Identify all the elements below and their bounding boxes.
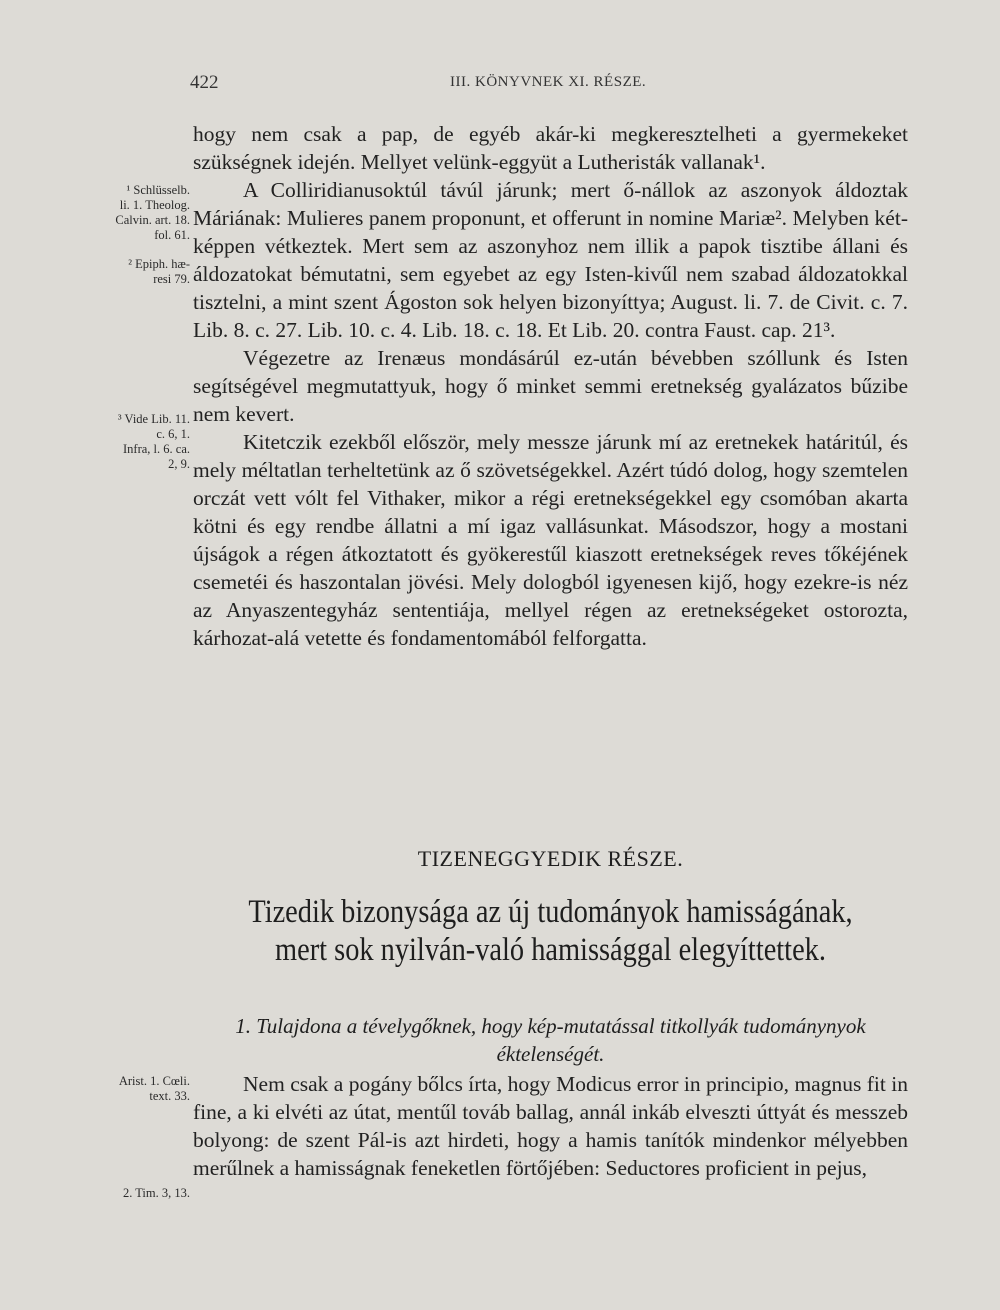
margin-note: Arist. 1. Cœli. bbox=[118, 1074, 190, 1088]
marginal-notes-top bbox=[78, 183, 190, 287]
chapter-title bbox=[243, 893, 858, 969]
margin-note: Infra, l. 6. ca. bbox=[123, 442, 190, 456]
section-subtitle: 1. Tulajdona a tévelygőknek, hogy kép-mutatással titkollyák tudománynyok éktelenségét. bbox=[235, 1014, 866, 1066]
margin-note: 2. Tim. 3, 13. bbox=[122, 1186, 190, 1200]
chapter-title-line: Tizedik bizonysága az új tudományok hamisságának, bbox=[248, 894, 853, 930]
running-title: III. KÖNYVNEK XI. RÉSZE. bbox=[450, 74, 647, 90]
margin-note: ¹ Schlüsselb. bbox=[126, 183, 190, 197]
marginal-notes-mid bbox=[78, 412, 190, 472]
paragraph-5: Nem csak a pogány bőlcs írta, hogy Modicus error in principio, magnus fit in fine, a ki elvéti az útat, mentűl továb ballag, annál inkáb elveszti úttyát és messzeb bolyong: de szent Pál-is azt hirdeti, hogy a hamis tanítók mindenkor mélyebben merűlnek a hamisságnak feneketlen förtőjében: Seductores proficient in pejus, bbox=[193, 1072, 908, 1180]
paragraph-4: Kitetczik ezekből először, mely messze járunk mí az eretnekek határitúl, és mely méltatlan terheltetünk az ő szövetségekkel. Azért túdó dolog, hogy szemtelen orczát vett vólt fel Vithaker, mikor a régi eretnekségekkel egy csomóban akarta kötni és egy rendbe állatni a mí igaz vallásunkat. Másodszor, hogy a mostani újságok a régen átkoztatott és gyökerestűl kiaszott eretnekségek reves tőkéjének csemetéi és haszontalan jövési. Mely dologból igyenesen kijő, hogy ezekre-is néz az Anyaszentegyház sententiája, mellyel régen az eretnekségeket ostorozta, kárhozat-alá vetette és fondamentomából felforgatta. bbox=[193, 430, 908, 650]
margin-note: resi 79. bbox=[153, 272, 190, 286]
marginal-notes-bottom bbox=[78, 1074, 190, 1104]
paragraph-2: A Colliridianusoktúl távúl járunk; mert ő-nállok az aszonyok áldoztak Máriának: Mulieres panem proponunt, et offerunt in nomine Mariæ². Melyben két-képpen vétkeztek. Mert sem az aszonyhoz nem illik a papok tisztibe állani és áldozatokat bémutatni, sem egyebet az egy Isten-kivűl nem szabad áldozatokkal tisztelni, a mint szent Ágoston sok helyen bizonyíttya; August. li. 7. de Civit. c. 7. Lib. 8. c. 27. Lib. 10. c. 4. Lib. 18. c. 18. Et Lib. 20. contra Faust. cap. 21³. bbox=[193, 178, 908, 342]
margin-note: ² Epiph. hæ- bbox=[128, 257, 190, 271]
main-text-section2 bbox=[193, 1070, 908, 1182]
margin-note: Calvin. art. 18. bbox=[115, 213, 190, 227]
margin-note: ³ Vide Lib. 11. bbox=[117, 412, 190, 426]
page-number: 422 bbox=[190, 72, 219, 93]
margin-note: li. 1. Theolog. bbox=[119, 198, 190, 212]
margin-note: 2, 9. bbox=[168, 457, 190, 471]
main-text-section1 bbox=[193, 120, 908, 652]
margin-note: c. 6, 1. bbox=[156, 427, 190, 441]
paragraph-3: Végezetre az Irenæus mondásárúl ez-után bévebben szóllunk és Isten segítségével megmutattyuk, hogy ő minket semmi eretnekség gyalázatos bűzibe nem kevert. bbox=[193, 346, 908, 426]
running-header bbox=[190, 72, 900, 102]
paragraph-1: hogy nem csak a pap, de egyéb akár-ki megkeresztelheti a gyermekeket szükségnek idején. Mellyet velünk-eggyüt a Lutheristák vallanak¹. bbox=[193, 122, 908, 174]
chapter-heading: TIZENEGGYEDIK RÉSZE. bbox=[417, 846, 684, 871]
chapter-title-line: mert sok nyilván-való hamissággal elegyíttettek. bbox=[275, 932, 826, 968]
marginal-note-last bbox=[78, 1186, 190, 1201]
margin-note: text. 33. bbox=[149, 1089, 190, 1103]
margin-note: fol. 61. bbox=[154, 228, 190, 242]
